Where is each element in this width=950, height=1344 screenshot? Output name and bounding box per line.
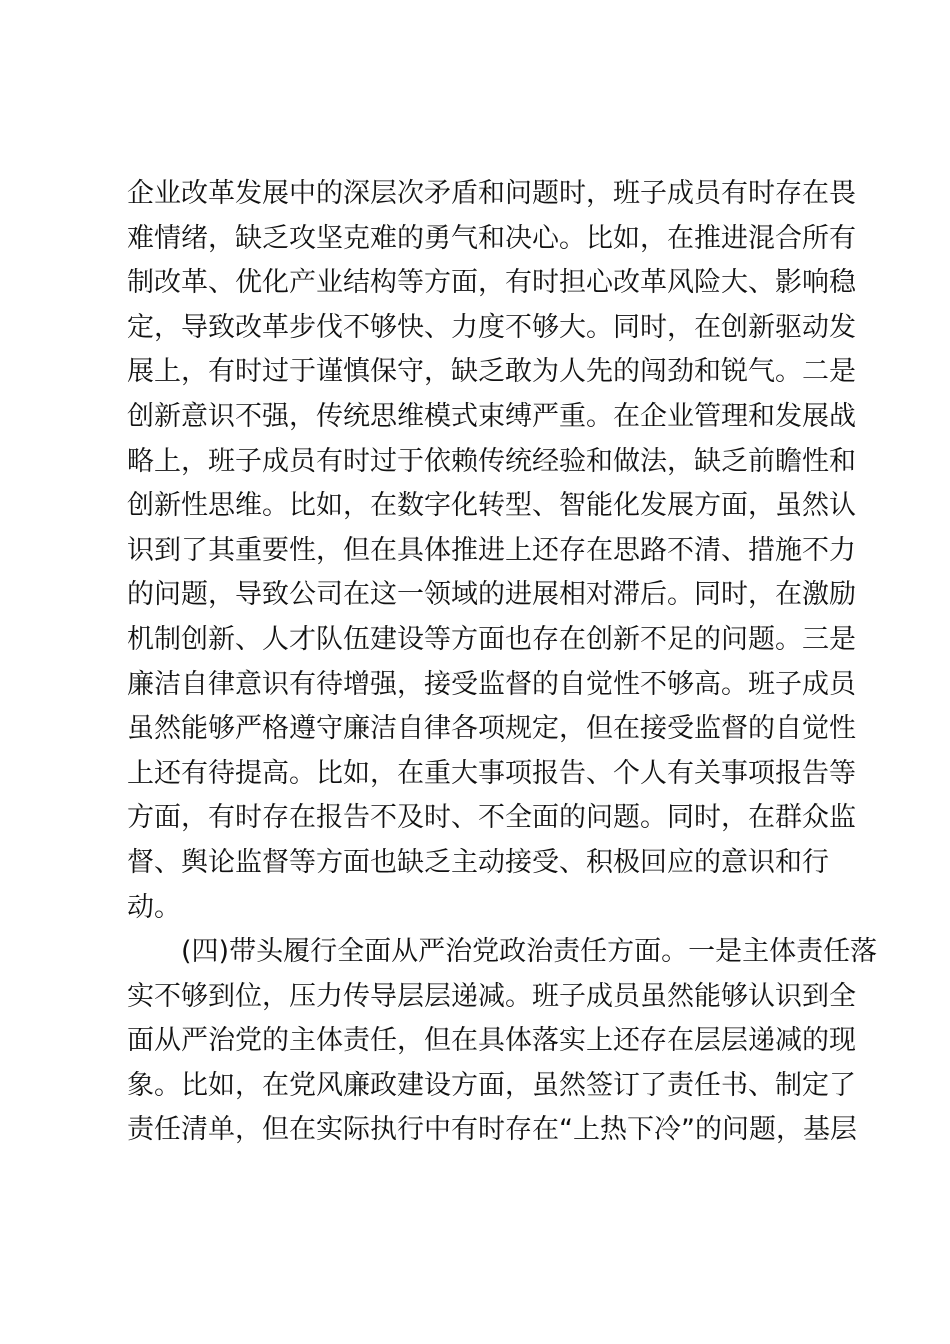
text-line: 的问题，导致公司在这一领域的进展相对滞后。同时，在激励 (127, 579, 856, 611)
text-line: 识到了其重要性，但在具体推进上还存在思路不清、措施不力 (127, 534, 856, 566)
text-line: 面从严治党的主体责任，但在具体落实上还存在层层递减的现 (127, 1025, 856, 1057)
text-line: 督、舆论监督等方面也缺乏主动接受、积极回应的意识和行 (127, 846, 829, 878)
text-line: 展上，有时过于谨慎保守，缺乏敢为人先的闯劲和锐气。二是 (127, 356, 856, 388)
text-line: 略上，班子成员有时过于依赖传统经验和做法，缺乏前瞻性和 (127, 445, 856, 477)
text-line: 制改革、优化产业结构等方面，有时担心改革风险大、影响稳 (127, 267, 856, 299)
text-line: 方面，有时存在报告不及时、不全面的问题。同时，在群众监 (127, 802, 856, 834)
text-line: 虽然能够严格遵守廉洁自律各项规定，但在接受监督的自觉性 (127, 713, 856, 745)
text-line: 创新性思维。比如，在数字化转型、智能化发展方面，虽然认 (127, 490, 856, 522)
body-text (127, 172, 878, 1153)
text-line: 上还有待提高。比如，在重大事项报告、个人有关事项报告等 (127, 757, 856, 789)
text-line: 动。 (127, 891, 181, 923)
text-line: 创新意识不强，传统思维模式束缚严重。在企业管理和发展战 (127, 400, 856, 432)
text-line: 定，导致改革步伐不够快、力度不够大。同时，在创新驱动发 (127, 311, 856, 343)
text-line: 实不够到位，压力传导层层递减。班子成员虽然能够认识到全 (127, 980, 856, 1012)
text-line: 难情绪，缺乏攻坚克难的勇气和决心。比如，在推进混合所有 (127, 222, 856, 254)
text-line: 责任清单，但在实际执行中有时存在“上热下冷”的问题，基层 (127, 1114, 857, 1146)
text-line: 企业改革发展中的深层次矛盾和问题时，班子成员有时存在畏 (127, 178, 856, 209)
section-heading-line: (四)带头履行全面从严治党政治责任方面。一是主体责任落 (181, 936, 878, 968)
text-line: 象。比如，在党风廉政建设方面，虽然签订了责任书、制定了 (127, 1069, 856, 1101)
text-line: 机制创新、人才队伍建设等方面也存在创新不足的问题。三是 (127, 623, 856, 655)
text-line: 廉洁自律意识有待增强，接受监督的自觉性不够高。班子成员 (127, 668, 856, 700)
